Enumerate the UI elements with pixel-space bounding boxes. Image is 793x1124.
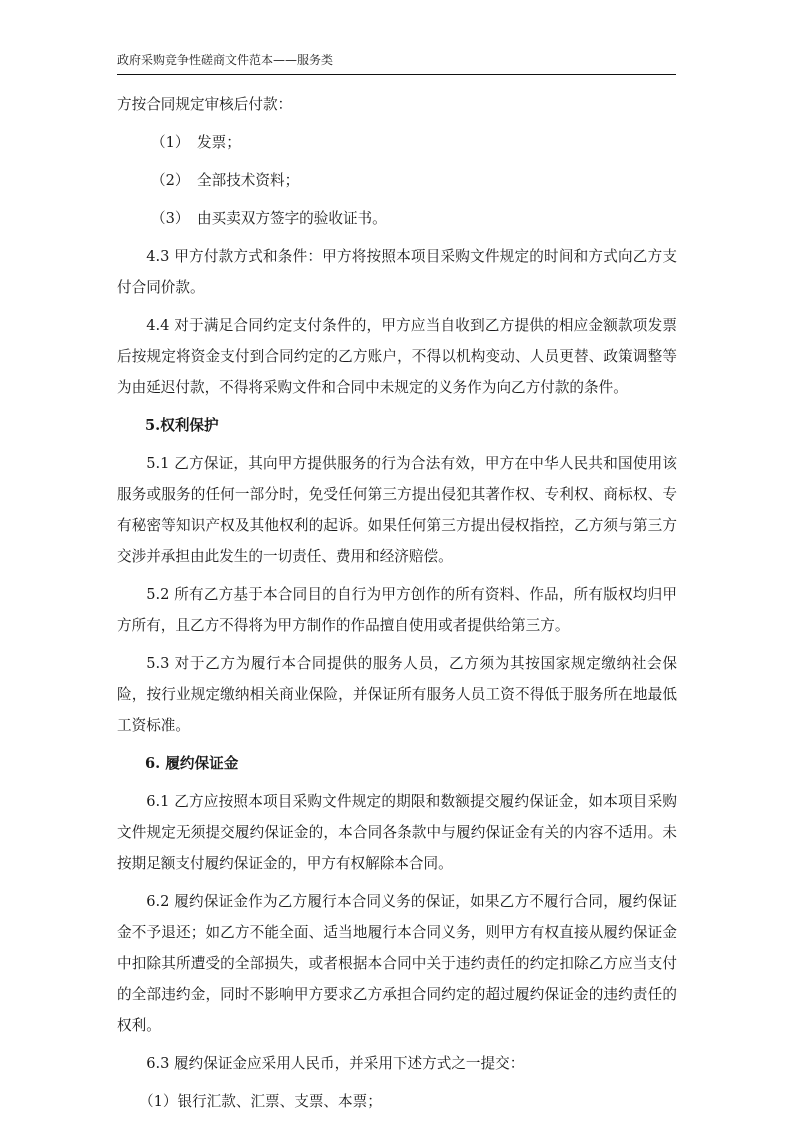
header-divider [117,74,676,75]
clause-5-1: 5.1 乙方保证，其向甲方提供服务的行为合法有效，甲方在中华人民共和国使用该服务或服务的任何一部分时，免受任何第三方提出侵犯其著作权、专利权、商标权、专有秘密等知识产权及其他权利的起诉。如果任何第三方提出侵权指控，乙方须与第三方交涉并承担由此发生的一切责任、费用和经济赔偿。 [117,455,677,565]
clause-6-3: 6.3 履约保证金应采用人民币，并采用下述方式之一提交： [146,1055,525,1072]
document-body [117,89,677,1124]
clause-5-3: 5.3 对于乙方为履行本合同提供的服务人员，乙方须为其按国家规定缴纳社会保险，按行业规定缴纳相关商业保险，并保证所有服务人员工资不得低于服务所在地最低工资标准。 [117,655,677,734]
clause-6-1: 6.1 乙方应按照本项目采购文件规定的期限和数额提交履约保证金，如本项目采购文件规定无须提交履约保证金的，本合同各条款中与履约保证金有关的内容不适用。未按期足额支付履约保证金的，甲方有权解除本合同。 [117,793,677,872]
list-item-number: （2） [151,172,190,189]
clause-4-3: 4.3 甲方付款方式和条件：甲方将按照本项目采购文件规定的时间和方式向乙方支付合同价款。 [117,248,677,296]
list-item [117,203,677,234]
list-item-number: （1） [139,1093,178,1110]
list-item-number: （3） [151,210,190,227]
running-header: 政府采购竞争性磋商文件范本——服务类 [117,53,334,67]
section-heading-6: 6. 履约保证金 [145,755,239,772]
list-item-text: 由买卖双方签字的验收证书。 [197,210,387,227]
clause-6-2: 6.2 履约保证金作为乙方履行本合同义务的保证，如果乙方不履行合同，履约保证金不予退还；如乙方不能全面、适当地履行本合同义务，则甲方有权直接从履约保证金中扣除其所遭受的全部损失，或者根据本合同中关于违约责任的约定扣除乙方应当支付的全部违约金，同时不影响甲方要求乙方承担合同约定的超过履约保证金的违约责任的权利。 [117,893,677,1034]
section-heading-5: 5.权利保护 [145,417,219,434]
intro-line: 方按合同规定审核后付款： [117,96,293,113]
list-item-text: 发票； [197,134,241,151]
list-item-text: 银行汇款、汇票、支票、本票； [177,1093,382,1110]
list-item-text: 全部技术资料； [197,172,300,189]
list-item [117,165,677,196]
clause-4-4: 4.4 对于满足合同约定支付条件的，甲方应当自收到乙方提供的相应金额款项发票后按规定将资金支付到合同约定的乙方账户，不得以机构变动、人员更替、政策调整等为由延迟付款，不得将采购文件和合同中未规定的义务作为向乙方付款的条件。 [117,317,677,396]
clause-5-2: 5.2 所有乙方基于本合同目的自行为甲方创作的所有资料、作品，所有版权均归甲方所有，且乙方不得将为甲方制作的作品擅自使用或者提供给第三方。 [117,586,677,634]
list-item-number: （1） [151,134,190,151]
list-item [117,1086,677,1117]
list-item [117,127,677,158]
